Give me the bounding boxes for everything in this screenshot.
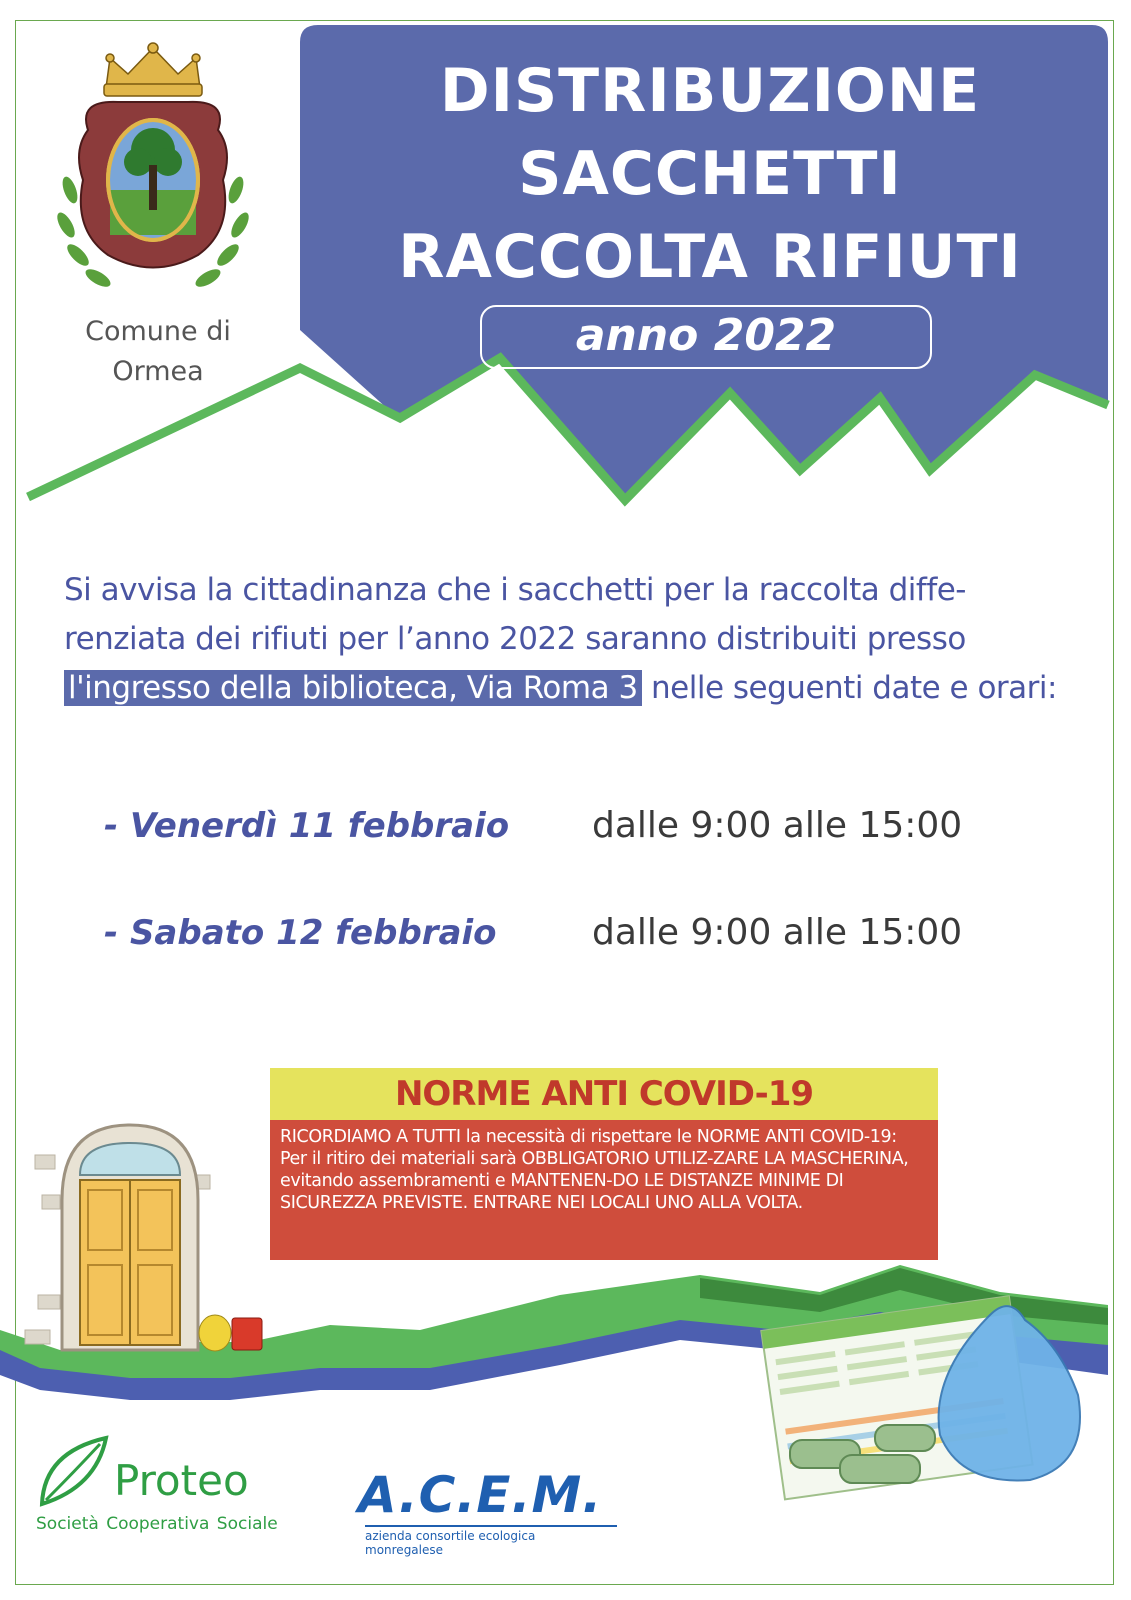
covid-heading: NORME ANTI COVID-19 [270, 1068, 938, 1120]
title-line-3: RACCOLTA RIFIUTI [398, 222, 1022, 292]
schedule-row [104, 805, 962, 846]
acem-logo-name: A.C.E.M. [358, 1466, 603, 1524]
title-line-1: DISTRIBUZIONE [439, 56, 981, 126]
coat-of-arms-emblem [48, 40, 258, 300]
intro-paragraph [64, 566, 1064, 713]
covid-notice-text: RICORDIAMO A TUTTI la necessità di rispettare le NORME ANTI COVID-19: Per il ritiro dei materiali sarà OBBLIGATORIO UTILIZ-ZARE LA MASCHERINA, evitando assembramenti e MANTENEN-DO LE DISTANZE MINIME DI SICUREZZA PREVISTE. ENTRARE NEI LOCALI UNO ALLA VOLTA. [270, 1120, 938, 1260]
proteo-logo-subtitle: Società Cooperativa Sociale [36, 1514, 278, 1534]
schedule-day: - Sabato 12 febbraio [104, 913, 497, 953]
schedule-hours: dalle 9:00 alle 15:00 [592, 912, 963, 953]
yellow-bag-icon [199, 1315, 231, 1351]
schedule-hours: dalle 9:00 alle 15:00 [592, 805, 963, 846]
municipality-name [58, 312, 258, 392]
crown [104, 43, 202, 96]
municipality-line-1: Comune di [85, 316, 231, 347]
intro-text-1: Si avvisa la cittadinanza che i sacchetti per la raccolta diffe-renziata dei rifiuti per l’anno 2022 saranno distribuiti presso [64, 572, 966, 657]
red-bin-icon [232, 1318, 262, 1350]
bags-and-calendar-illustration [760, 1275, 1110, 1505]
proteo-logo-name: Proteo [114, 1456, 249, 1505]
proteo-leaf-icon [34, 1432, 114, 1512]
library-door-illustration [20, 1115, 270, 1365]
year-badge: anno 2022 [480, 305, 932, 369]
acem-logo-subtitle: azienda consortile ecologica monregalese [365, 1525, 617, 1557]
location-highlight: l'ingresso della biblioteca, Via Roma 3 [64, 670, 642, 706]
schedule-day: - Venerdì 11 febbraio [104, 806, 510, 846]
schedule-row [104, 912, 962, 953]
title-line-2: SACCHETTI [518, 139, 902, 209]
municipality-line-2: Ormea [112, 356, 204, 387]
tree-trunk [149, 165, 157, 210]
intro-text-2: nelle seguenti date e orari: [641, 670, 1057, 706]
